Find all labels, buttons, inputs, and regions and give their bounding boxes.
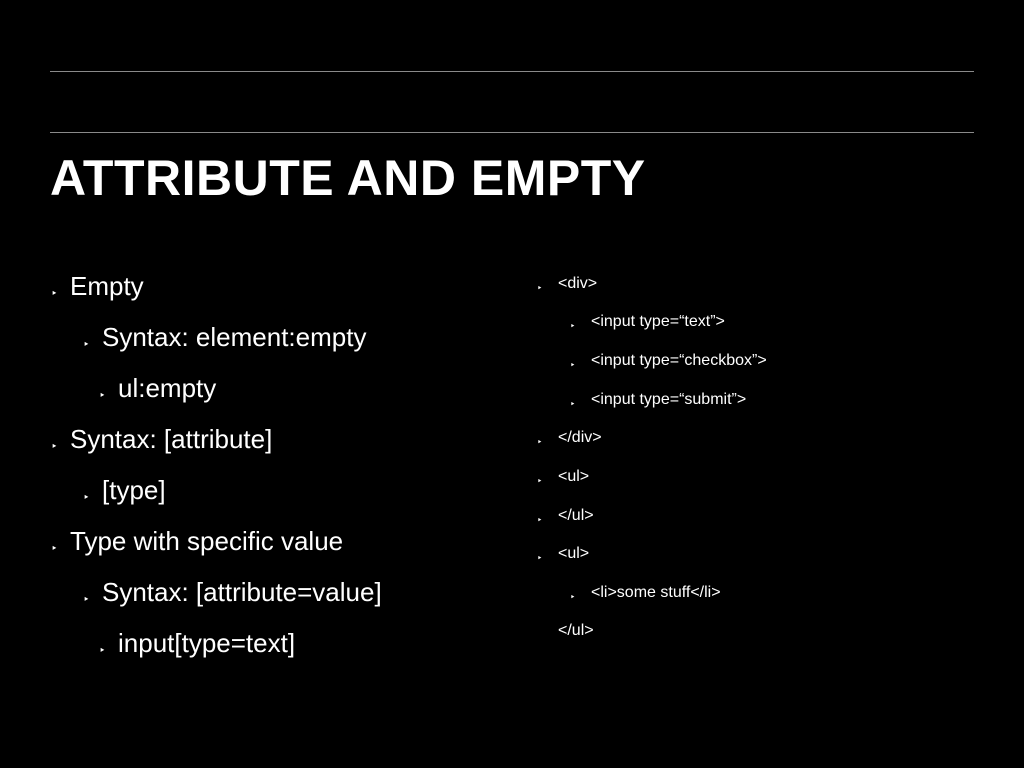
bullet-arrow-icon: ‣: [570, 592, 576, 602]
code-line-text: <div>: [558, 275, 598, 292]
code-line-text: </ul>: [558, 507, 594, 524]
code-line-text: <ul>: [558, 468, 590, 485]
bullet-arrow-icon: ‣: [83, 594, 90, 606]
list-item-text: Syntax: [attribute]: [70, 424, 273, 454]
bullet-arrow-icon: ‣: [537, 553, 543, 563]
code-line-text: <input type=“submit”>: [591, 391, 747, 408]
bullet-arrow-icon: ‣: [570, 399, 576, 409]
bullet-arrow-icon: ‣: [537, 283, 543, 293]
list-item: [537, 428, 602, 448]
bullet-arrow-icon: ‣: [570, 360, 576, 370]
list-item-text: [type]: [102, 475, 166, 505]
code-line-text: <li>some stuff</li>: [591, 584, 721, 601]
code-line-text: </ul>: [558, 622, 594, 639]
code-line-text: <input type=“text”>: [591, 313, 725, 330]
bullet-arrow-icon: ‣: [537, 515, 543, 525]
bullet-arrow-icon: ‣: [537, 476, 543, 486]
list-item: [83, 475, 166, 505]
list-item-text: ul:empty: [118, 373, 217, 403]
list-item: [83, 577, 382, 607]
list-item: [99, 628, 296, 658]
code-line-text: <input type=“checkbox”>: [591, 352, 767, 369]
list-item-text: Syntax: [attribute=value]: [102, 577, 382, 607]
bullet-arrow-icon: ‣: [83, 339, 90, 351]
list-item: [537, 467, 590, 487]
list-item: [537, 506, 594, 526]
list-item-text: Empty: [70, 271, 144, 301]
list-item-text: Type with specific value: [70, 526, 344, 556]
bullet-arrow-icon: ‣: [83, 492, 90, 504]
bullet-arrow-icon: ‣: [537, 437, 543, 447]
list-item: [570, 583, 721, 603]
list-item: [537, 544, 590, 564]
code-line-text: <ul>: [558, 545, 590, 562]
list-item-text: Syntax: element:empty: [102, 322, 367, 352]
list-item: [558, 621, 594, 641]
bullet-arrow-icon: ‣: [99, 645, 106, 657]
code-line-text: </div>: [558, 429, 602, 446]
list-item: [570, 390, 747, 410]
list-item: [570, 312, 725, 332]
list-item: [99, 373, 217, 403]
bullet-arrow-icon: ‣: [51, 543, 58, 555]
list-item: [51, 526, 344, 556]
list-item: [570, 351, 767, 371]
list-item: [51, 424, 273, 454]
slide-title: ATTRIBUTE AND EMPTY: [50, 150, 646, 206]
list-item-text: input[type=text]: [118, 628, 296, 658]
list-item: [51, 271, 144, 301]
title-divider: [50, 132, 974, 133]
list-item: [537, 274, 598, 294]
bullet-arrow-icon: ‣: [51, 441, 58, 453]
bullet-arrow-icon: ‣: [51, 288, 58, 300]
list-item: [83, 322, 367, 352]
bullet-arrow-icon: ‣: [99, 390, 106, 402]
bullet-arrow-icon: ‣: [570, 321, 576, 331]
top-divider: [50, 71, 974, 72]
